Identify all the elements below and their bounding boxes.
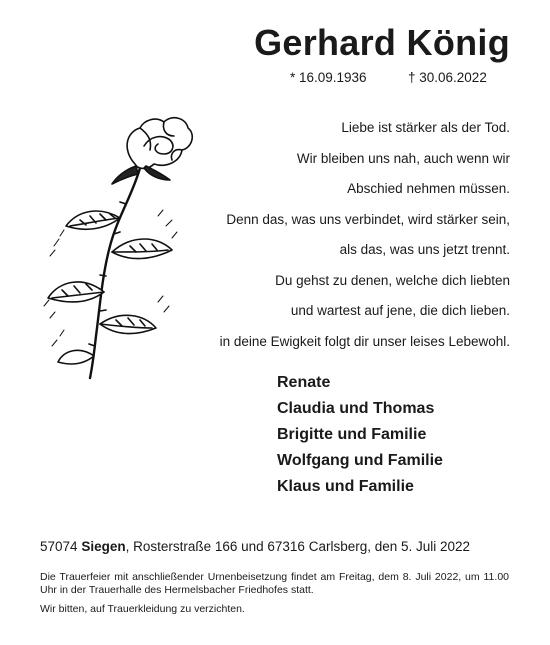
mourner-name: Klaus und Familie — [277, 478, 414, 495]
rose-illustration — [40, 106, 200, 386]
poem-line: Wir bleiben uns nah, auch wenn wir — [296, 150, 510, 166]
poem-line: Liebe ist stärker als der Tod. — [341, 120, 510, 135]
poem-line: Abschied nehmen müssen. — [347, 181, 510, 196]
mourner-name: Wolfgang und Familie — [277, 452, 443, 469]
poem-line: in deine Ewigkeit folgt dir unser leises Lebewohl. — [219, 333, 510, 349]
death-date: † 30.06.2022 — [408, 70, 487, 85]
poem-line: und wartest auf jene, die dich lieben. — [290, 303, 510, 318]
mourner-name: Brigitte und Familie — [277, 426, 427, 443]
zip-code: 57074 — [40, 539, 78, 554]
dress-request: Wir bitten, auf Trauerkleidung zu verzichten. — [40, 603, 245, 615]
deceased-name: Gerhard König — [254, 22, 510, 63]
poem-line: Denn das, was uns verbindet, wird stärker sein, — [226, 211, 510, 227]
address-and-date: , Rosterstraße 166 und 67316 Carlsberg, den 5. Juli 2022 — [125, 539, 471, 554]
birth-date: * 16.09.1936 — [290, 70, 367, 85]
poem — [220, 119, 510, 363]
poem-line: als das, was uns jetzt trennt. — [339, 242, 510, 257]
mourner-name: Renate — [277, 374, 331, 391]
mourner-name: Claudia und Thomas — [277, 400, 435, 417]
city: Siegen — [81, 539, 126, 554]
funeral-notice: Die Trauerfeier mit anschließender Urnenbeisetzung findet am Freitag, dem 8. Juli 2022, um 11.00 Uhr in der Trauerhalle des Hermelsbacher Friedhofes statt. — [40, 571, 509, 596]
place-and-date — [40, 539, 470, 554]
poem-line: Du gehst zu denen, welche dich liebten — [275, 272, 510, 288]
mourners-list — [277, 373, 443, 503]
